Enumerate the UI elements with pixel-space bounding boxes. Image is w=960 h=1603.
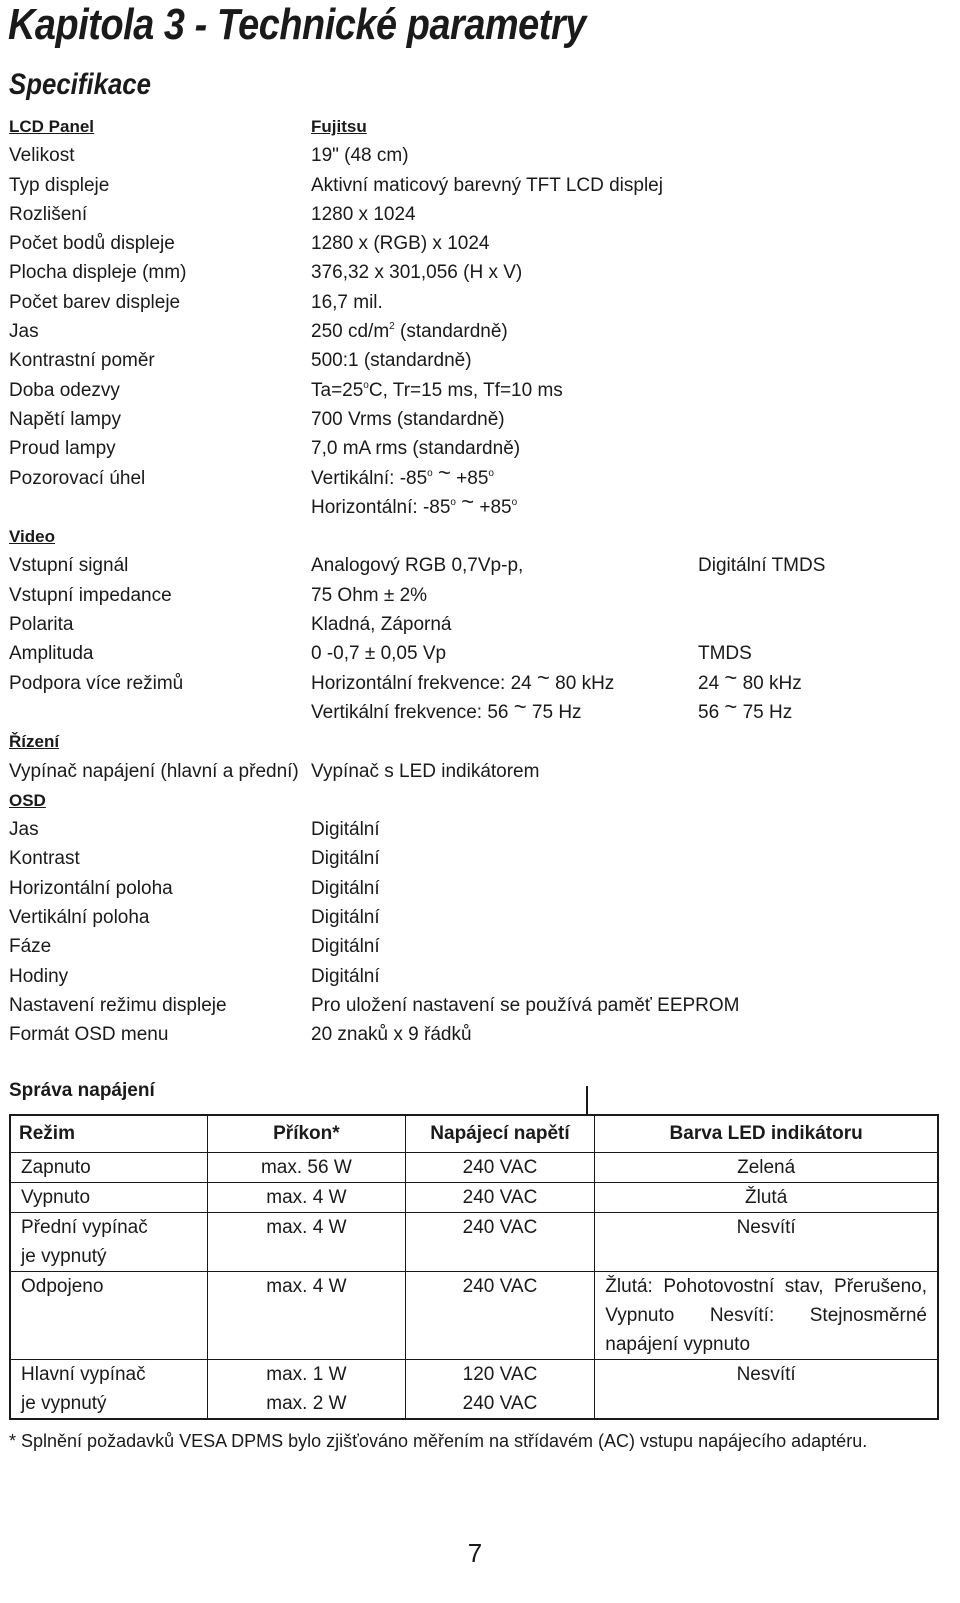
table-cell: Nesvítí bbox=[595, 1213, 938, 1272]
spec-value-digital bbox=[698, 664, 802, 698]
tilde-mark: ~ bbox=[513, 693, 527, 719]
spec-row-odezva bbox=[9, 376, 949, 405]
spec-row bbox=[9, 258, 949, 287]
footnote: * Splnění požadavků VESA DPMS bylo zjišťováno měřením na střídavém (AC) vstupu napájecího adaptéru. bbox=[9, 1431, 868, 1451]
value-part: C, Tr=15 ms, Tf=10 ms bbox=[368, 379, 563, 401]
value-part: +85 bbox=[479, 496, 512, 518]
table-row bbox=[10, 1153, 938, 1183]
spec-row bbox=[9, 962, 949, 991]
spec-row bbox=[9, 903, 949, 932]
section-label-lcd: LCD Panel bbox=[9, 117, 95, 136]
spec-section-lcd bbox=[9, 112, 949, 141]
spec-label: Podpora více režimů bbox=[9, 672, 184, 694]
table-cell bbox=[10, 1360, 208, 1420]
tilde-mark: ~ bbox=[438, 459, 451, 485]
value-part: 24 bbox=[698, 672, 720, 694]
spec-label: Vertikální poloha bbox=[9, 907, 150, 929]
degree-mark: o bbox=[488, 467, 494, 479]
spec-value: Vypínač s LED indikátorem bbox=[311, 760, 540, 782]
spec-value: Analogový RGB 0,7Vp-p, bbox=[311, 555, 524, 577]
spec-value: Pro uložení nastavení se používá paměť EEPROM bbox=[311, 994, 740, 1016]
tilde-mark: ~ bbox=[537, 664, 550, 690]
spec-section-rizeni bbox=[9, 727, 949, 756]
cell-line: max. 1 W bbox=[266, 1364, 347, 1385]
value-part: 75 Hz bbox=[531, 701, 582, 723]
spec-label: Hodiny bbox=[9, 965, 69, 987]
table-cell: Zelená bbox=[595, 1153, 938, 1183]
superscript: 2 bbox=[389, 321, 395, 333]
spec-row-uhel-horiz bbox=[9, 488, 949, 522]
spec-label: Počet barev displeje bbox=[9, 291, 181, 313]
spec-label: Proud lampy bbox=[9, 438, 116, 460]
spec-label: Vstupní signál bbox=[9, 555, 129, 577]
tilde-mark: ~ bbox=[724, 693, 738, 719]
spec-row-rezimy-v bbox=[9, 693, 949, 727]
spec-row bbox=[9, 346, 949, 375]
table-cell: Vypnuto bbox=[10, 1183, 208, 1213]
spec-label: Polarita bbox=[9, 614, 74, 636]
column-header: Příkon* bbox=[208, 1115, 406, 1153]
spec-label: Horizontální poloha bbox=[9, 877, 173, 899]
cell-line: je vypnutý bbox=[21, 1246, 107, 1267]
spec-label: Počet bodů displeje bbox=[9, 233, 175, 255]
cell-line: Přední vypínač bbox=[21, 1217, 148, 1238]
table-cell: max. 56 W bbox=[208, 1153, 406, 1183]
divider-line bbox=[586, 1086, 588, 1114]
value-part: Vertikální frekvence: 56 bbox=[311, 701, 509, 723]
spec-label: Amplituda bbox=[9, 643, 94, 665]
section-label-rizeni: Řízení bbox=[9, 732, 60, 752]
spec-row-jas bbox=[9, 317, 949, 346]
table-cell: max. 4 W bbox=[208, 1213, 406, 1272]
spec-row bbox=[9, 844, 949, 873]
table-cell: Zapnuto bbox=[10, 1153, 208, 1183]
spec-section-osd bbox=[9, 786, 949, 815]
cell-line: je vypnutý bbox=[21, 1393, 107, 1414]
spec-value: Aktivní maticový barevný TFT LCD displej bbox=[311, 174, 663, 196]
spec-row bbox=[9, 405, 949, 434]
table-cell: Nesvítí bbox=[595, 1360, 938, 1420]
table-cell: 240 VAC bbox=[405, 1153, 595, 1183]
spec-label: Jas bbox=[9, 321, 39, 343]
table-row bbox=[10, 1272, 938, 1360]
value-part: 250 cd/m bbox=[311, 321, 390, 343]
spec-row bbox=[9, 815, 949, 844]
section-title: Specifikace bbox=[9, 68, 151, 101]
spec-value: 1280 x 1024 bbox=[311, 203, 416, 225]
spec-row bbox=[9, 229, 949, 258]
value-part: 80 kHz bbox=[555, 672, 615, 694]
spec-row bbox=[9, 874, 949, 903]
spec-label: Fáze bbox=[9, 936, 52, 958]
spec-label: Vypínač napájení (hlavní a přední) bbox=[9, 760, 299, 782]
spec-value: 376,32 x 301,056 (H x V) bbox=[311, 262, 523, 284]
table-cell: 240 VAC bbox=[405, 1183, 595, 1213]
spec-label: Vstupní impedance bbox=[9, 584, 172, 606]
spec-row bbox=[9, 581, 949, 610]
degree-mark: o bbox=[450, 496, 456, 508]
cell-line: 120 VAC bbox=[462, 1364, 538, 1385]
spec-list bbox=[9, 112, 949, 1050]
spec-row bbox=[9, 932, 949, 961]
column-header: Napájecí napětí bbox=[405, 1115, 595, 1153]
tilde-mark: ~ bbox=[724, 664, 738, 690]
spec-value bbox=[311, 488, 518, 522]
power-management-title: Správa napájení bbox=[9, 1080, 155, 1101]
spec-label: Doba odezvy bbox=[9, 379, 120, 401]
table-row bbox=[10, 1183, 938, 1213]
spec-value: 500:1 (standardně) bbox=[311, 350, 472, 372]
spec-value-digital: TMDS bbox=[698, 643, 752, 665]
value-part: 80 kHz bbox=[742, 672, 802, 694]
table-cell: max. 4 W bbox=[208, 1183, 406, 1213]
spec-value: 20 znaků x 9 řádků bbox=[311, 1024, 472, 1046]
spec-row bbox=[9, 1020, 949, 1049]
tilde-mark: ~ bbox=[461, 488, 475, 514]
section-label-osd: OSD bbox=[9, 790, 46, 810]
spec-value: 7,0 mA rms (standardně) bbox=[311, 438, 521, 460]
spec-value-digital bbox=[698, 693, 793, 727]
spec-label: Nastavení režimu displeje bbox=[9, 994, 227, 1016]
spec-value bbox=[311, 317, 508, 346]
table-cell: 240 VAC bbox=[405, 1272, 595, 1360]
spec-value: Digitální bbox=[311, 819, 380, 841]
chapter-title: Kapitola 3 - Technické parametry bbox=[8, 0, 586, 49]
spec-label: Rozlišení bbox=[9, 203, 88, 225]
spec-value: Digitální bbox=[311, 965, 380, 987]
spec-label: Jas bbox=[9, 819, 39, 841]
degree-mark: o bbox=[363, 379, 369, 391]
spec-row bbox=[9, 171, 949, 200]
table-cell: max. 4 W bbox=[208, 1272, 406, 1360]
spec-row-uhel-vert bbox=[9, 459, 949, 493]
column-header: Barva LED indikátoru bbox=[595, 1115, 938, 1153]
spec-value: 700 Vrms (standardně) bbox=[311, 408, 505, 430]
table-row bbox=[10, 1360, 938, 1420]
spec-row bbox=[9, 200, 949, 229]
spec-section-video bbox=[9, 522, 949, 551]
column-header: Režim bbox=[10, 1115, 208, 1153]
page-number: 7 bbox=[467, 1538, 483, 1568]
spec-row bbox=[9, 434, 949, 463]
spec-value: Digitální bbox=[311, 877, 380, 899]
value-part: Horizontální frekvence: 24 bbox=[311, 672, 532, 694]
spec-label: Velikost bbox=[9, 145, 75, 167]
cell-line: max. 2 W bbox=[266, 1393, 347, 1414]
table-cell bbox=[10, 1213, 208, 1272]
spec-label: Napětí lampy bbox=[9, 408, 121, 430]
spec-row bbox=[9, 141, 949, 170]
cell-line: Hlavní vypínač bbox=[21, 1364, 146, 1385]
table-cell: Odpojeno bbox=[10, 1272, 208, 1360]
spec-label: Formát OSD menu bbox=[9, 1024, 169, 1046]
spec-row bbox=[9, 551, 949, 580]
table-header-row bbox=[10, 1115, 938, 1153]
value-part: Horizontální: -85 bbox=[311, 496, 451, 518]
spec-label: Kontrast bbox=[9, 848, 80, 870]
degree-mark: o bbox=[511, 496, 518, 508]
spec-value: Digitální bbox=[311, 936, 380, 958]
spec-value: Kladná, Záporná bbox=[311, 614, 452, 636]
degree-mark: o bbox=[427, 467, 433, 479]
value-part: Vertikální: -85 bbox=[311, 467, 428, 489]
spec-row bbox=[9, 610, 949, 639]
value-part: (standardně) bbox=[394, 321, 508, 343]
section-value-lcd: Fujitsu bbox=[311, 117, 367, 136]
power-table bbox=[9, 1114, 939, 1420]
spec-value: 75 Ohm ± 2% bbox=[311, 584, 428, 606]
spec-value bbox=[311, 693, 582, 727]
value-part: +85 bbox=[456, 467, 489, 489]
spec-label: Plocha displeje (mm) bbox=[9, 262, 187, 284]
spec-row-rezimy-h bbox=[9, 664, 949, 698]
spec-value-digital: Digitální TMDS bbox=[698, 555, 826, 577]
spec-label: Typ displeje bbox=[9, 174, 110, 196]
value-part: 56 bbox=[698, 701, 720, 723]
spec-label: Pozorovací úhel bbox=[9, 467, 146, 489]
spec-row bbox=[9, 639, 949, 668]
spec-value: Digitální bbox=[311, 848, 380, 870]
spec-row bbox=[9, 991, 949, 1020]
value-part: 75 Hz bbox=[742, 701, 793, 723]
section-label-video: Video bbox=[9, 527, 55, 547]
table-cell bbox=[208, 1360, 406, 1420]
spec-row bbox=[9, 757, 949, 786]
table-cell: Žlutá bbox=[595, 1183, 938, 1213]
table-cell: 240 VAC bbox=[405, 1213, 595, 1272]
spec-value bbox=[311, 376, 563, 405]
spec-value: 1280 x (RGB) x 1024 bbox=[311, 233, 490, 255]
spec-label: Kontrastní poměr bbox=[9, 350, 155, 372]
table-cell: Žlutá: Pohotovostní stav, Přerušeno, Vypnuto Nesvítí: Stejnosměrné napájení vypnuto bbox=[595, 1272, 938, 1360]
table-row bbox=[10, 1213, 938, 1272]
spec-value: 16,7 mil. bbox=[311, 291, 383, 313]
table-cell bbox=[405, 1360, 595, 1420]
cell-line: 240 VAC bbox=[462, 1393, 538, 1414]
value-part: Ta=25 bbox=[311, 379, 364, 401]
spec-row bbox=[9, 288, 949, 317]
spec-value: 0 -0,7 ± 0,05 Vp bbox=[311, 643, 447, 665]
spec-value: Digitální bbox=[311, 907, 380, 929]
spec-value: 19" (48 cm) bbox=[311, 145, 409, 167]
spec-value bbox=[311, 664, 615, 698]
